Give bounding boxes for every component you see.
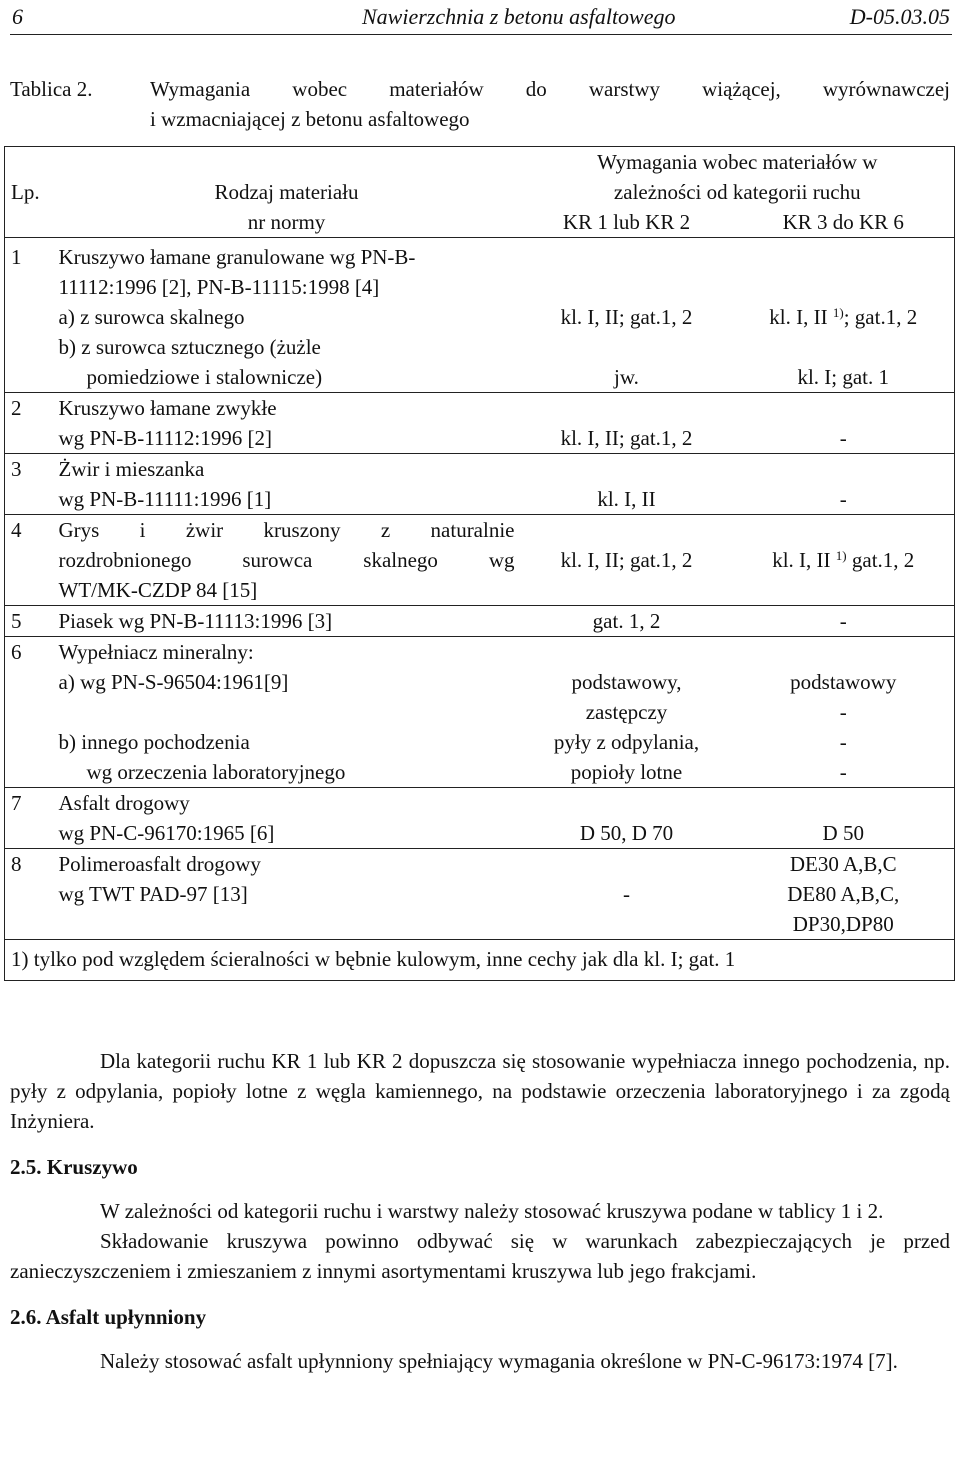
material-line: Wypełniacz mineralny: [58, 640, 254, 664]
table-row [5, 454, 955, 515]
paragraph: Należy stosować asfalt upłynniony spełniający wymagania określone w PN-C-96173:1974 [7]. [100, 1349, 898, 1373]
header-wymagania [521, 147, 955, 208]
material-line: a) wg PN-S-96504:1961[9] [58, 670, 289, 694]
material-line: Asfalt drogowy [58, 791, 190, 815]
material-line: Żwir i mieszanka [58, 457, 205, 481]
kr36-value: DP30,DP80 [792, 912, 894, 936]
row-number: 7 [5, 788, 53, 849]
header-nr-normy: nr normy [53, 207, 521, 238]
table-row [5, 849, 955, 940]
section-heading-2-6: 2.6. Asfalt upłynniony [10, 1305, 207, 1329]
row-number: 1 [5, 238, 53, 393]
table-row [5, 637, 955, 788]
kr36-value: DE80 A,B,C, [787, 882, 900, 906]
row-material [53, 788, 521, 849]
row-kr12: kl. I, II [521, 454, 733, 515]
kr12-value: popioły lotne [570, 760, 683, 784]
row-number: 6 [5, 637, 53, 788]
footnote-ref: 1) [832, 305, 844, 320]
row-material: Piasek wg PN-B-11113:1996 [3] [53, 606, 521, 637]
header-wymagania-line-1: Wymagania wobec materiałów w [597, 150, 878, 174]
kr36-value: podstawowy [790, 670, 897, 694]
document-code: D-05.03.05 [849, 4, 950, 29]
kr36-value: kl. I, II $^{1)}$; gat.1, 2 [769, 305, 918, 329]
caption-line-2: i wzmacniającej z betonu asfaltowego [150, 107, 470, 131]
row-kr36: kl. I, II $^{1)}$ gat.1, 2 [733, 515, 955, 606]
material-line: wg PN-B-11112:1996 [2] [58, 426, 272, 450]
material-line: Grys i żwir kruszony z naturalnie [58, 518, 515, 542]
header-rodzaj: Rodzaj materiału [53, 147, 521, 208]
kr36-value: - [839, 760, 847, 784]
kr12-value: kl. I, II; gat.1, 2 [560, 305, 693, 329]
requirements-table [4, 146, 955, 981]
row-kr12: D 50, D 70 [521, 788, 733, 849]
material-line: Kruszywo łamane granulowane wg PN-B- [58, 245, 416, 269]
material-line: wg PN-C-96170:1965 [6] [58, 821, 275, 845]
kr12-value: podstawowy, [571, 670, 682, 694]
row-material [53, 454, 521, 515]
footnote-ref: 1) [835, 548, 847, 563]
material-line: Polimeroasfalt drogowy [58, 852, 261, 876]
header-kr12: KR 1 lub KR 2 [521, 207, 733, 238]
row-kr36 [733, 637, 955, 788]
material-line: wg PN-B-11111:1996 [1] [58, 487, 272, 511]
header-kr36: KR 3 do KR 6 [733, 207, 955, 238]
row-material [53, 393, 521, 454]
caption-line-1: Wymagania wobec materiałów do warstwy wiążącej, wyrównawczej [150, 77, 950, 101]
header-lp: Lp. [5, 147, 53, 208]
row-kr36 [733, 849, 955, 940]
row-material [53, 637, 521, 788]
table-header-row [5, 147, 955, 208]
kr36-value: DE30 A,B,C [789, 852, 897, 876]
document-title: Nawierzchnia z betonu asfaltowego [362, 4, 676, 29]
material-line: 11112:1996 [2], PN-B-11115:1998 [4] [58, 275, 380, 299]
material-line: rozdrobnionego surowca skalnego wg [58, 548, 515, 572]
section-heading-2-5: 2.5. Kruszywo [10, 1155, 138, 1179]
table-footnote-row [5, 940, 955, 981]
material-line: WT/MK-CZDP 84 [15] [58, 578, 258, 602]
kr12-value: pyły z odpylania, [553, 730, 700, 754]
material-line: pomiedziowe i stalownicze) [86, 365, 323, 389]
page-number: 6 [12, 4, 23, 29]
material-line: b) innego pochodzenia [58, 730, 250, 754]
paragraph: W zależności od kategorii ruchu i warstwy należy stosować kruszywa podane w tablicy 1 i 2. [100, 1199, 884, 1223]
row-material [53, 238, 521, 393]
row-kr36: - [733, 454, 955, 515]
table-row [5, 788, 955, 849]
material-line: b) z surowca sztucznego (żużle [58, 335, 321, 359]
row-kr12: - [521, 849, 733, 940]
row-kr36: D 50 [733, 788, 955, 849]
paragraph: Dla kategorii ruchu KR 1 lub KR 2 dopuszcza się stosowanie wypełniacza innego pochodzenia, np. pyły z odpylania, popioły lotne z węgla kamiennego, na podstawie orzeczenia laboratoryjnego i za zgodą Inżyniera. [10, 1049, 950, 1133]
page-header [10, 0, 952, 35]
table-row [5, 515, 955, 606]
table-row [5, 238, 955, 393]
row-number: 8 [5, 849, 53, 940]
caption-label: Tablica 2. [10, 77, 93, 101]
kr12-value: zastępczy [585, 700, 668, 724]
table-row [5, 606, 955, 637]
row-number: 4 [5, 515, 53, 606]
row-number: 2 [5, 393, 53, 454]
kr36-value: - [839, 730, 847, 754]
kr36-value: - [839, 700, 847, 724]
row-number: 3 [5, 454, 53, 515]
material-line: a) z surowca skalnego [58, 305, 245, 329]
row-kr12 [521, 637, 733, 788]
row-kr36 [733, 238, 955, 393]
header-wymagania-line-2: zależności od kategorii ruchu [613, 180, 861, 204]
row-kr36: - [733, 606, 955, 637]
material-line: wg orzeczenia laboratoryjnego [86, 760, 346, 784]
table-row [5, 393, 955, 454]
table-footnote: 1) tylko pod względem ścieralności w bębnie kulowym, inne cechy jak dla kl. I; gat. 1 [5, 940, 955, 981]
table-subheader-row [5, 207, 955, 238]
kr36-value: kl. I; gat. 1 [797, 365, 890, 389]
material-line: Kruszywo łamane zwykłe [58, 396, 277, 420]
body-text [10, 1046, 950, 1376]
row-kr12: kl. I, II; gat.1, 2 [521, 515, 733, 606]
row-kr36: - [733, 393, 955, 454]
row-material [53, 515, 521, 606]
row-kr12 [521, 238, 733, 393]
paragraph: Składowanie kruszywa powinno odbywać się w warunkach zabezpieczających je przed zanieczyszczeniem i zmieszaniem z innymi asortymentami kruszywa lub jego frakcjami. [10, 1229, 950, 1283]
row-material [53, 849, 521, 940]
kr12-value: jw. [614, 365, 639, 389]
row-kr12: gat. 1, 2 [521, 606, 733, 637]
row-kr12: kl. I, II; gat.1, 2 [521, 393, 733, 454]
material-line: wg TWT PAD-97 [13] [58, 882, 248, 906]
row-number: 5 [5, 606, 53, 637]
